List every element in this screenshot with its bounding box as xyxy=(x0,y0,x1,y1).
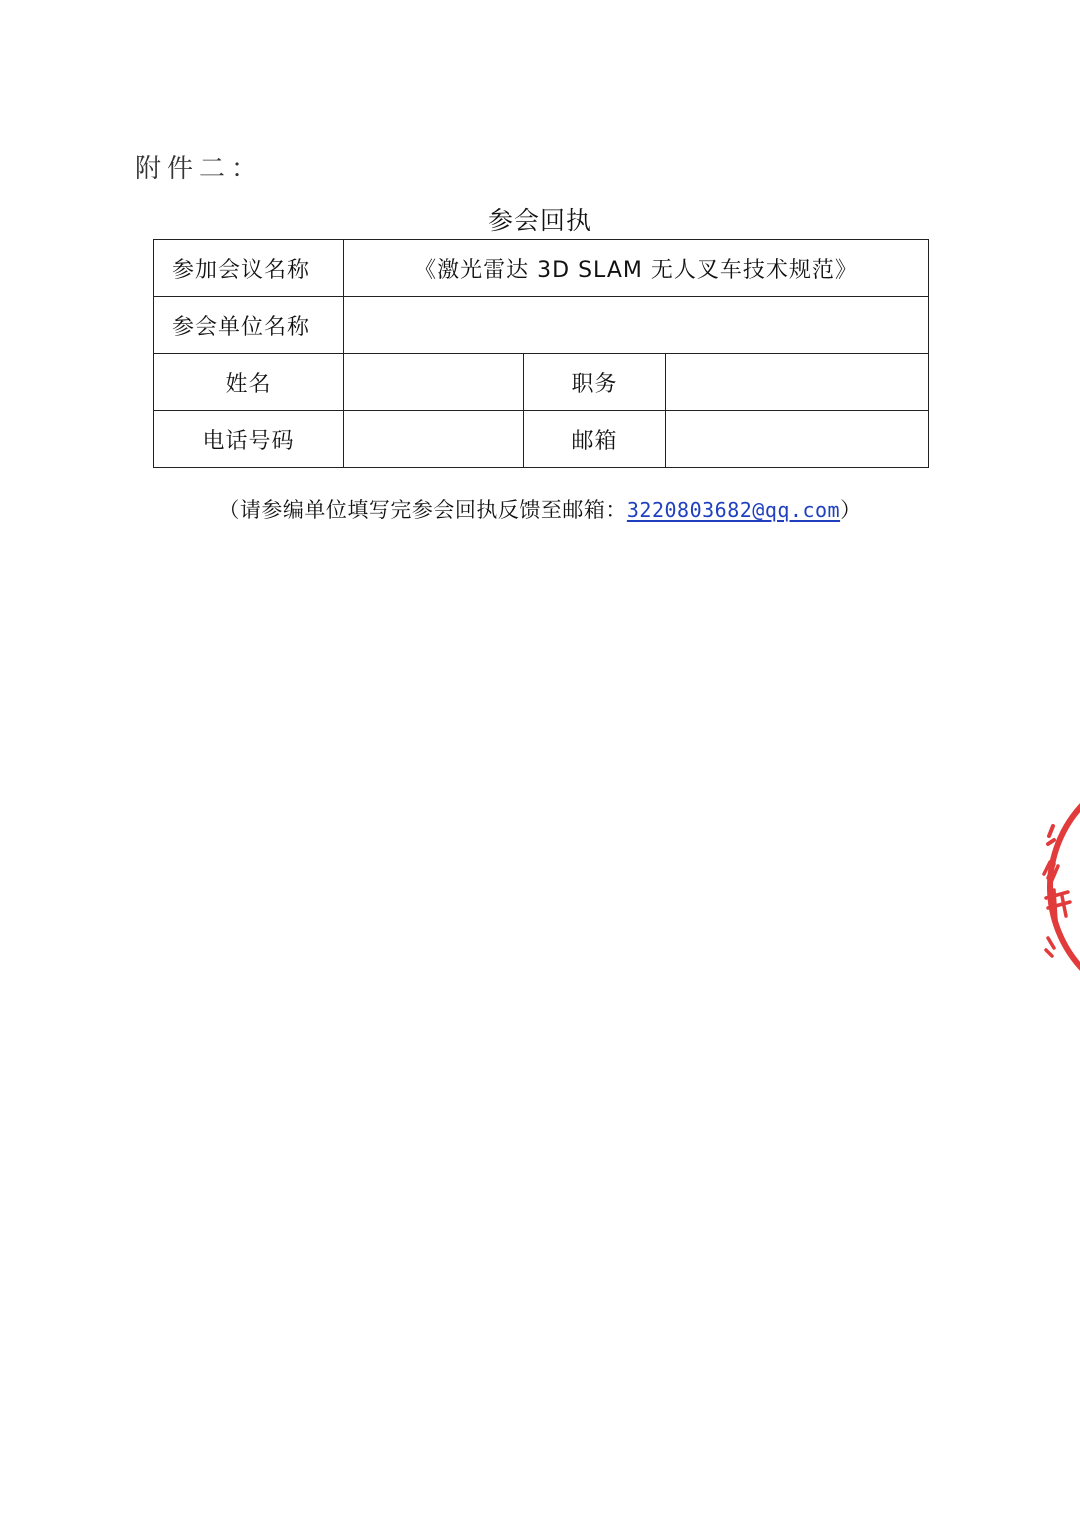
seal-graphic xyxy=(1040,800,1080,975)
email-field[interactable] xyxy=(666,411,929,468)
note-suffix: ） xyxy=(840,498,862,522)
meeting-name-label: 参加会议名称 xyxy=(154,240,344,297)
position-label: 职务 xyxy=(524,354,666,411)
submission-note xyxy=(0,494,1080,524)
position-field[interactable] xyxy=(666,354,929,411)
red-seal-stamp-icon xyxy=(1040,800,1080,975)
receipt-table xyxy=(153,239,929,468)
phone-label: 电话号码 xyxy=(154,411,344,468)
email-label: 邮箱 xyxy=(524,411,666,468)
name-field[interactable] xyxy=(344,354,524,411)
table-row-unit-name xyxy=(154,297,929,354)
form-title: 参会回执 xyxy=(487,206,592,235)
email-link[interactable]: 3220803682@qq.com xyxy=(626,498,841,522)
meeting-name-value: 《激光雷达 3D SLAM 无人叉车技术规范》 xyxy=(344,240,929,297)
phone-field[interactable] xyxy=(344,411,524,468)
unit-name-field[interactable] xyxy=(344,297,929,354)
attachment-label: 附件二： xyxy=(135,154,264,184)
name-label: 姓名 xyxy=(154,354,344,411)
unit-name-label: 参会单位名称 xyxy=(154,297,344,354)
table-row-meeting-name xyxy=(154,240,929,297)
note-prefix: （请参编单位填写完参会回执反馈至邮箱： xyxy=(218,498,627,522)
table-row-phone-email xyxy=(154,411,929,468)
table-row-name-position xyxy=(154,354,929,411)
